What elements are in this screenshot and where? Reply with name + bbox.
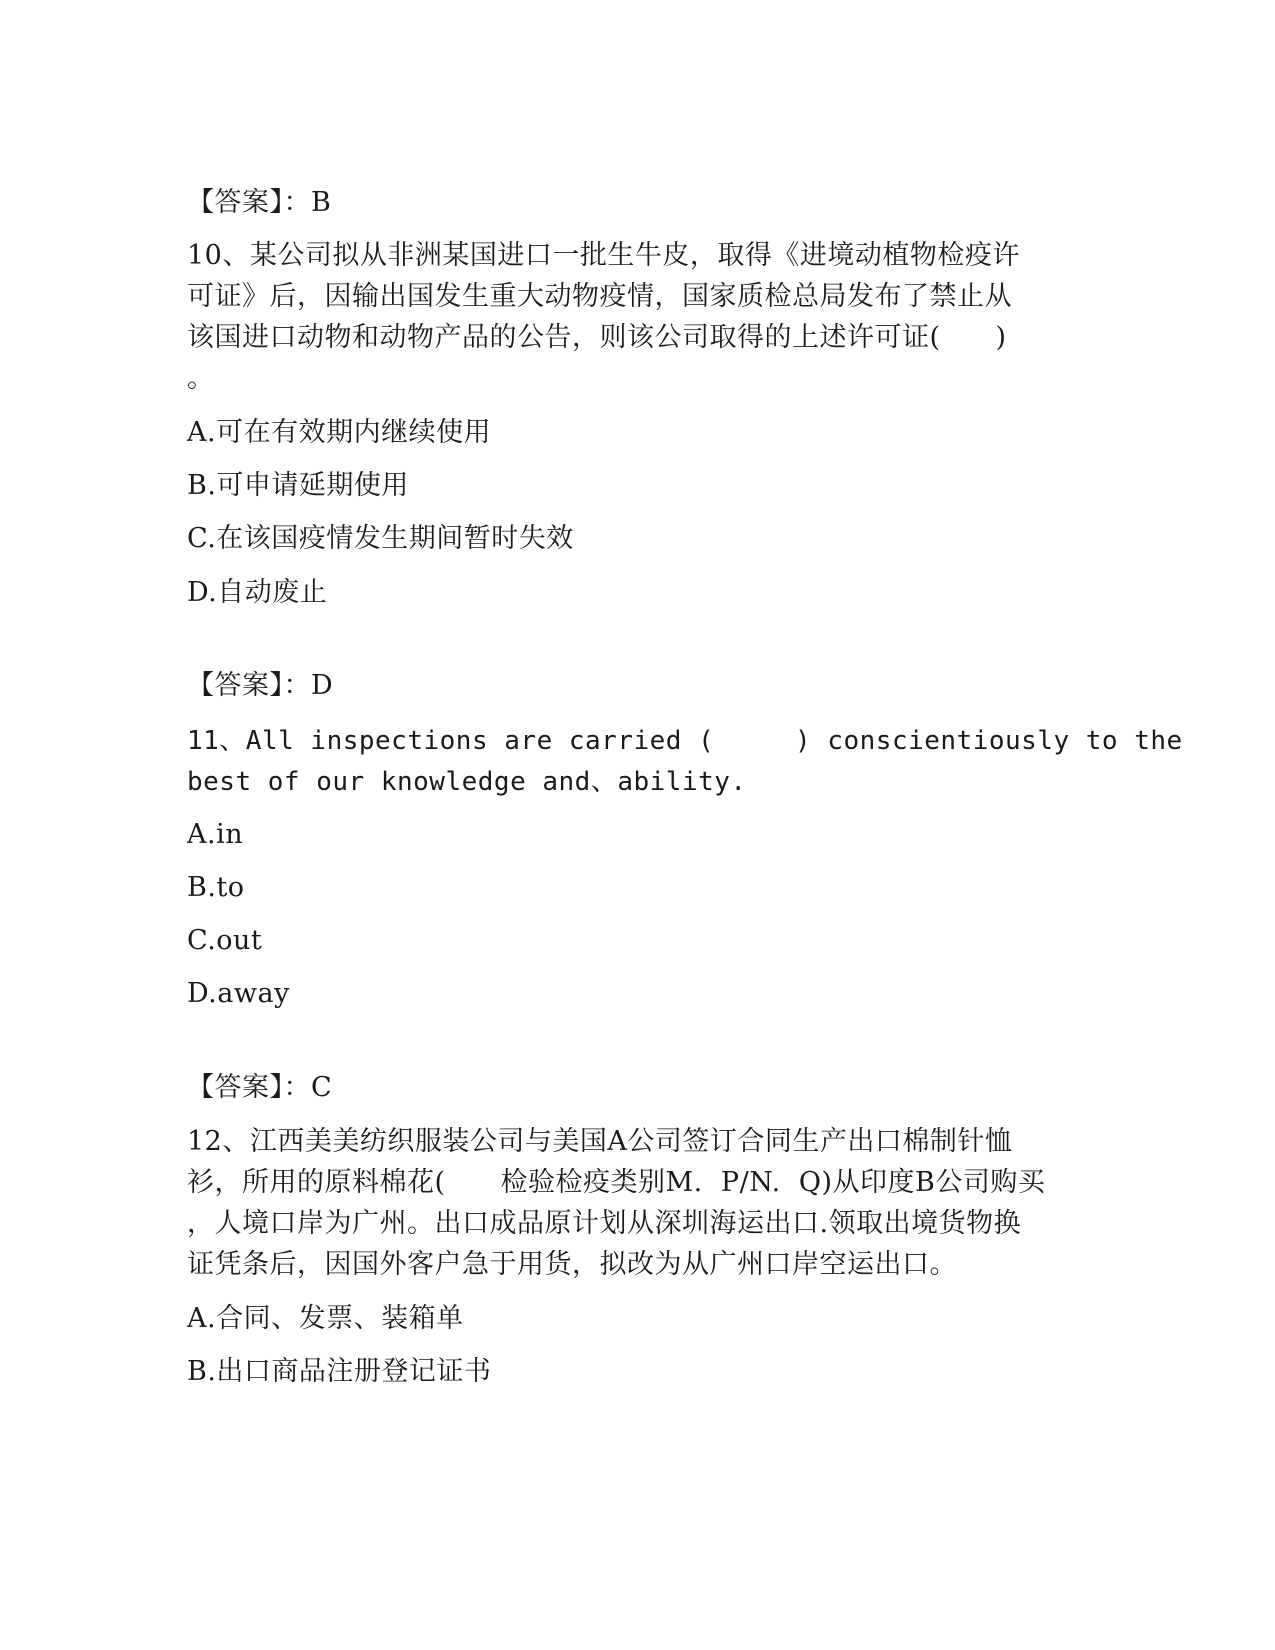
question-10-line-2: 可证》后，因输出国发生重大动物疫情，国家质检总局发布了禁止从 xyxy=(187,281,1012,312)
question-12-line-1: 12、江西美美纺织服装公司与美国A公司签订合同生产出口棉制针恤 xyxy=(187,1126,1013,1157)
question-10-line-4: 。 xyxy=(187,363,215,394)
question-12-line-2: 衫，所用的原料棉花( 检验检疫类别M. P/N. Q)从印度B公司购买 xyxy=(187,1167,1046,1198)
question-11-line-2: best of our knowledge and、ability. xyxy=(187,767,747,797)
question-12-option-a: A.合同、发票、装箱单 xyxy=(187,1303,464,1334)
question-11-option-c: C.out xyxy=(187,925,263,956)
question-12-line-4: 证凭条后，因国外客户急于用货，拟改为从广州口岸空运出口。 xyxy=(187,1249,957,1280)
answer-10: 【答案】：D xyxy=(187,670,334,701)
question-10-line-1: 10、某公司拟从非洲某国进口一批生牛皮，取得《进境动植物检疫许 xyxy=(187,240,1020,271)
answer-9: 【答案】：B xyxy=(187,187,332,218)
question-10-option-b: B.可申请延期使用 xyxy=(187,470,409,501)
question-12-line-3: ，人境口岸为广州。出口成品原计划从深圳海运出口.领取出境货物换 xyxy=(187,1208,1022,1239)
question-11-option-d: D.away xyxy=(187,978,290,1009)
question-10-option-c: C.在该国疫情发生期间暂时失效 xyxy=(187,523,574,554)
question-10-option-d: D.自动废止 xyxy=(187,577,328,608)
question-11-option-b: B.to xyxy=(187,872,245,903)
question-12-option-b: B.出口商品注册登记证书 xyxy=(187,1356,492,1387)
question-11-line-1: 11、All inspections are carried ( ) conscientiously to the xyxy=(187,726,1183,756)
answer-11: 【答案】：C xyxy=(187,1072,333,1103)
question-11-option-a: A.in xyxy=(187,819,244,850)
question-10-option-a: A.可在有效期内继续使用 xyxy=(187,417,492,448)
question-10-line-3: 该国进口动物和动物产品的公告，则该公司取得的上述许可证( ) xyxy=(187,322,1007,353)
